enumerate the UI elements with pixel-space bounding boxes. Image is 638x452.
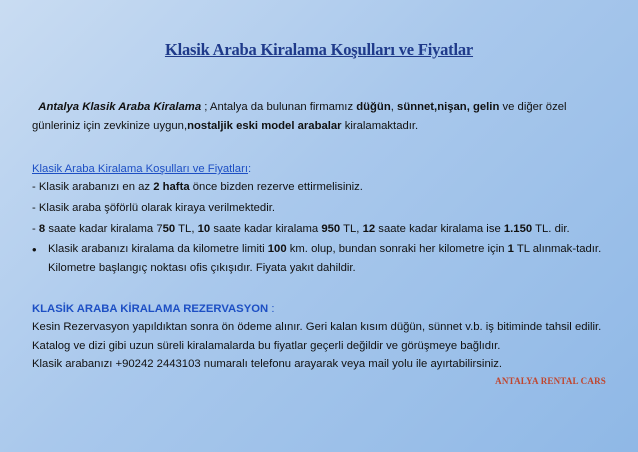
footer-brand: ANTALYA RENTAL CARS [495, 376, 606, 386]
condition-chauffeur: - Klasik araba şöförlü olarak kiraya verilmektedir. [32, 202, 275, 214]
km-limit-text: Klasik arabanızı kiralama da kilometre limiti 100 km. olup, bundan sonraki her kilometre için 1 TL alınmak-tadır. Kilometre başlangıç noktası ofis çıkışıdır. Fiyata yakıt dahildir. [48, 243, 602, 274]
intro-lead: Antalya Klasik Araba Kiralama [38, 101, 202, 113]
reservation-heading: KLASİK ARABA KİRALAMA REZERVASYON [32, 303, 269, 315]
condition-km-limit [32, 240, 607, 278]
bullet-icon: • [32, 242, 37, 257]
conditions-heading-link[interactable]: Klasik Araba Kiralama Koşulları ve Fiyatları [32, 163, 248, 175]
reservation-heading-line: KLASİK ARABA KİRALAMA REZERVASYON : [32, 303, 275, 315]
reservation-body: Kesin Rezervasyon yapıldıktan sonra ön ödeme alınır. Geri kalan kısım düğün, sünnet v.b. iş bitiminde tahsil edilir. Katalog ve dizi gibi uzun süreli kiralamalarda bu fiyatlar geçerli değildir ve görüşmeye bağlıdır. [32, 321, 602, 352]
intro-paragraph: Antalya Klasik Araba Kiralama ; Antalya da bulunan firmamız düğün, sünnet,nişan, gelin ve diğer özel günleriniz için zevkinize uygun,nostaljik eski model arabalar kiralamaktadır. [32, 101, 567, 132]
reservation-contact: Klasik arabanızı +90242 2443103 numaralı telefonu arayarak veya mail yolu ile ayırtabilirsiniz. [32, 358, 503, 370]
page-title: Klasik Araba Kiralama Koşulları ve Fiyatlar [164, 40, 474, 59]
conditions-heading-line: Klasik Araba Kiralama Koşulları ve Fiyatları: [32, 163, 252, 175]
condition-reservation-time: - Klasik arabanızı en az 2 hafta önce bizden rezerve ettirmelisiniz. [32, 181, 363, 193]
condition-prices: - 8 saate kadar kiralama 750 TL, 10 saate kadar kiralama 950 TL, 12 saate kadar kiralama ise 1.150 TL. dir. [32, 223, 570, 235]
